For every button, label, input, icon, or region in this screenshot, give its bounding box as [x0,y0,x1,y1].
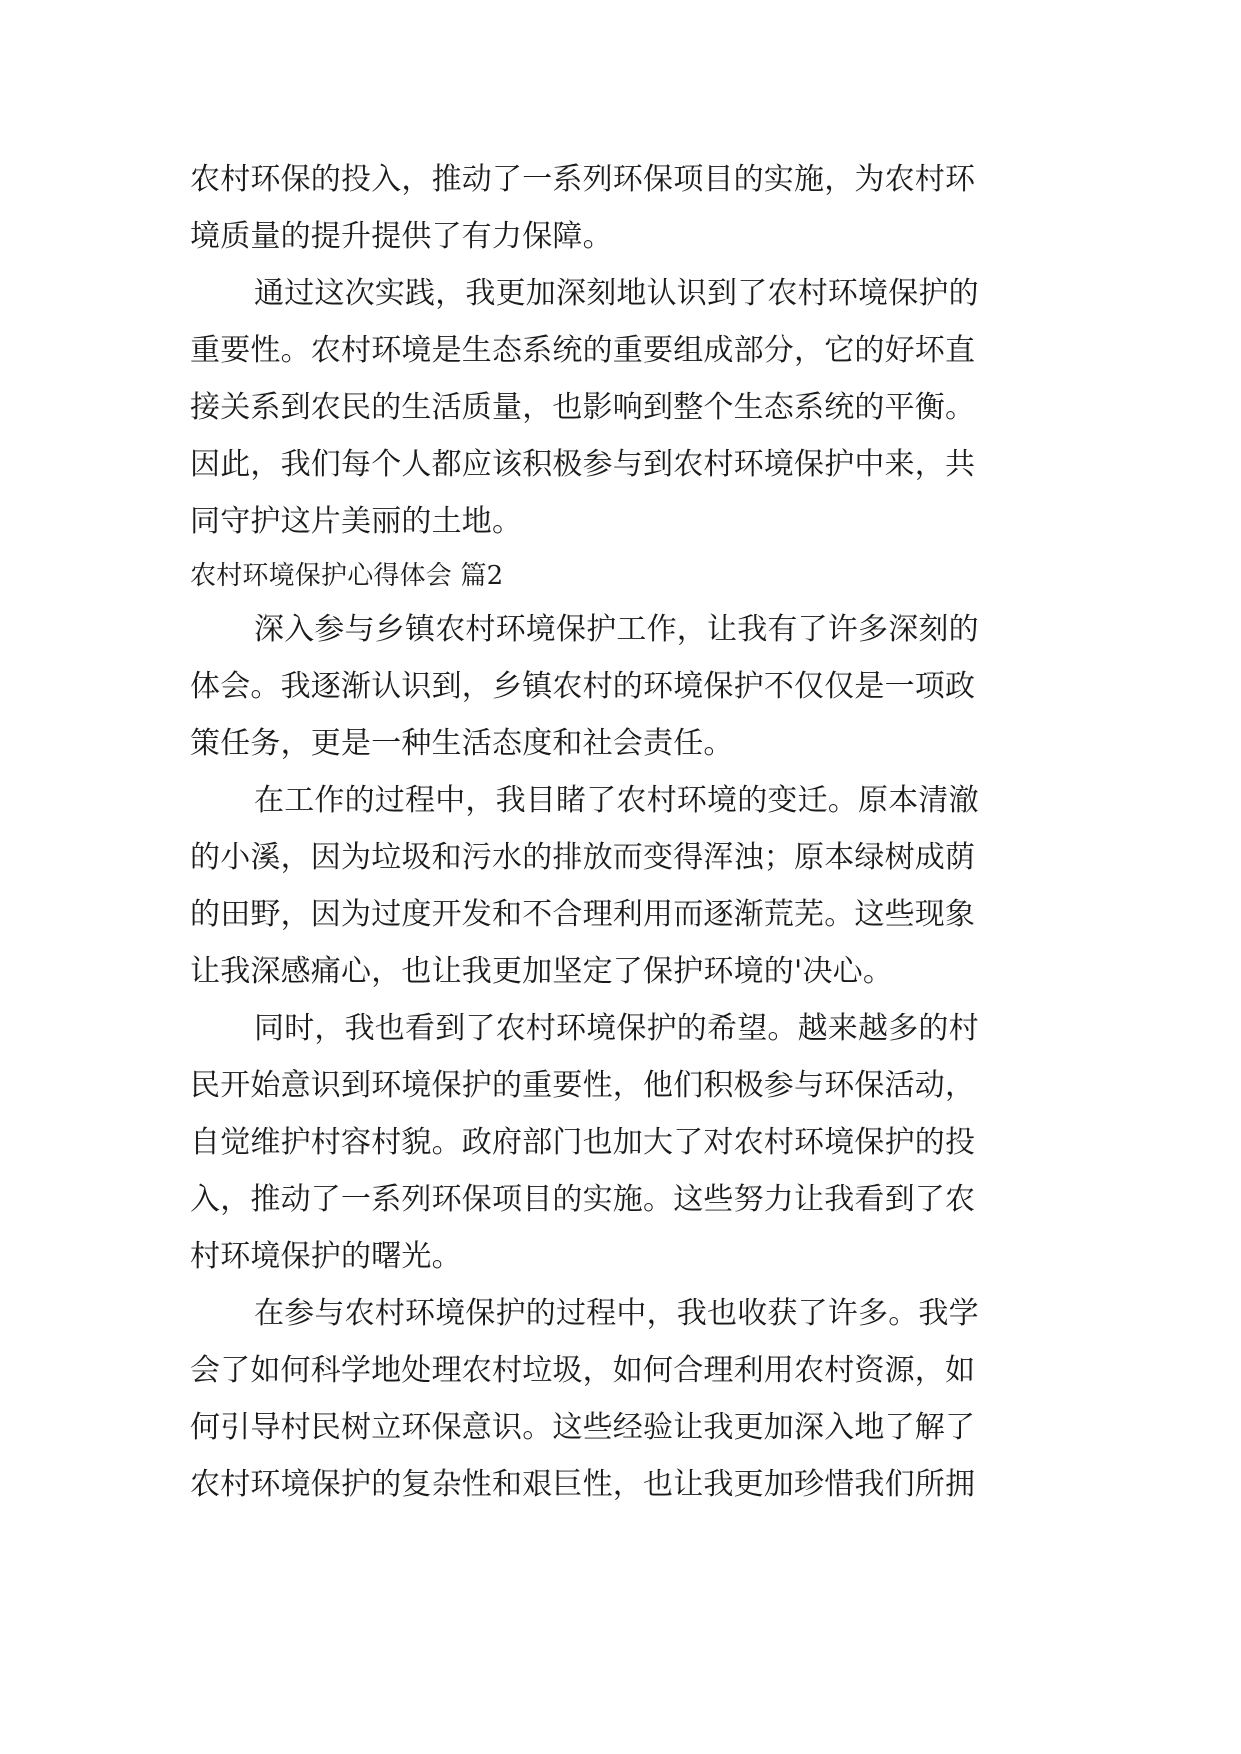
paragraph-line: 体会。我逐渐认识到，乡镇农村的环境保护不仅仅是一项政 [190,669,976,704]
paragraph-line: 通过这次实践，我更加深刻地认识到了农村环境保护的 [254,276,979,311]
paragraph-line: 策任务，更是一种生活态度和社会责任。 [190,726,734,761]
paragraph-line: 会了如何科学地处理农村垃圾，如何合理利用农村资源，如 [190,1353,976,1388]
section-heading: 农村环境保护心得体会 篇2 [190,561,504,591]
paragraph-line: 村环境保护的曙光。 [190,1239,462,1274]
paragraph-line: 因此，我们每个人都应该积极参与到农村环境保护中来，共 [190,447,976,482]
paragraph-line: 同时，我也看到了农村环境保护的希望。越来越多的村 [254,1011,979,1046]
paragraph-line: 何引导村民树立环保意识。这些经验让我更加深入地了解了 [190,1410,976,1445]
paragraph-line: 接关系到农民的生活质量，也影响到整个生态系统的平衡。 [190,390,976,425]
paragraph-line: 的小溪，因为垃圾和污水的排放而变得浑浊；原本绿树成荫 [190,840,976,875]
paragraph-line: 农村环境保护的复杂性和艰巨性，也让我更加珍惜我们所拥 [190,1467,976,1502]
paragraph-line: 让我深感痛心，也让我更加坚定了保护环境的'决心。 [190,954,894,989]
paragraph-line: 深入参与乡镇农村环境保护工作，让我有了许多深刻的 [254,612,979,647]
paragraph-line: 重要性。农村环境是生态系统的重要组成部分，它的好坏直 [190,333,976,368]
paragraph-line: 境质量的提升提供了有力保障。 [190,219,613,254]
paragraph-line: 的田野，因为过度开发和不合理利用而逐渐荒芜。这些现象 [190,897,976,932]
paragraph-line: 在参与农村环境保护的过程中，我也收获了许多。我学 [254,1296,979,1331]
paragraph-line: 在工作的过程中，我目睹了农村环境的变迁。原本清澈 [254,783,979,818]
paragraph-line: 入，推动了一系列环保项目的实施。这些努力让我看到了农 [190,1182,976,1217]
paragraph-line: 农村环保的投入，推动了一系列环保项目的实施，为农村环 [190,162,976,197]
paragraph-line: 自觉维护村容村貌。政府部门也加大了对农村环境保护的投 [190,1125,976,1160]
paragraph-line: 同守护这片美丽的土地。 [190,504,523,539]
paragraph-line: 民开始意识到环境保护的重要性，他们积极参与环保活动， [190,1068,976,1103]
